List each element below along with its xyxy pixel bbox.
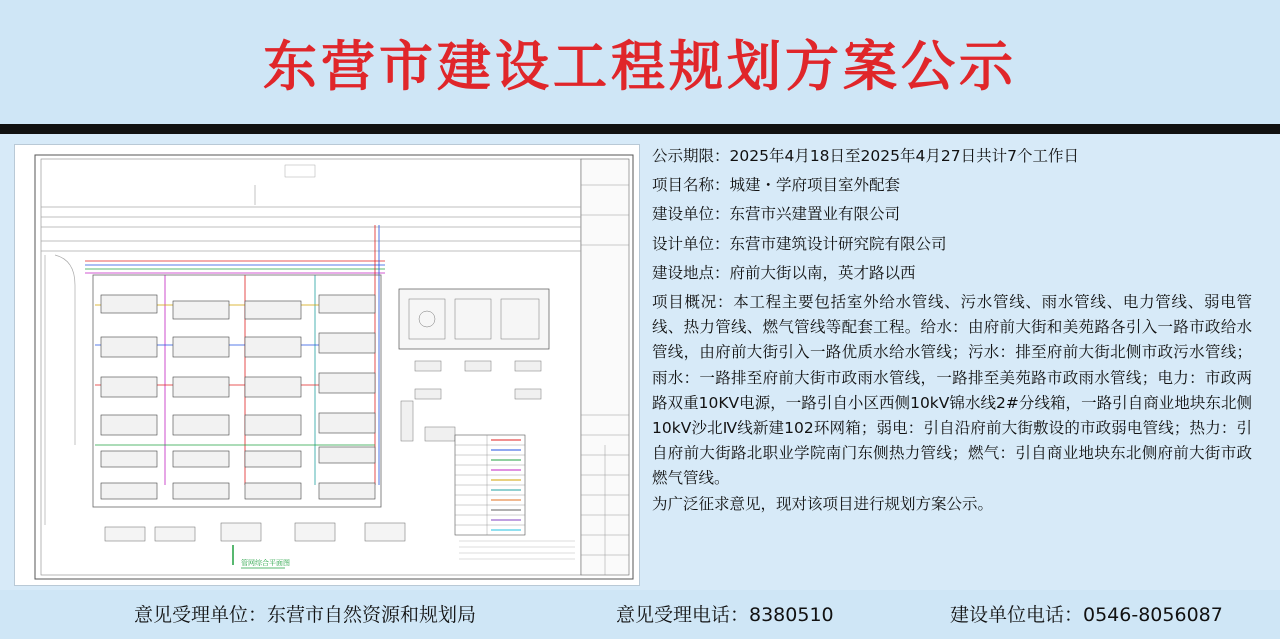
location-label: 建设地点： (652, 263, 730, 282)
drawing-caption: 管网综合平面图 (241, 559, 290, 567)
footer (0, 590, 1280, 639)
builder-label: 建设单位： (652, 205, 730, 224)
info-period (652, 144, 1252, 169)
info-designer (652, 232, 1252, 257)
header-divider (0, 124, 1280, 134)
info-project-name (652, 173, 1252, 198)
info-overview (652, 290, 1252, 492)
header-banner (0, 0, 1280, 124)
footer-dept: 意见受理单位：东营市自然资源和规划局 (134, 604, 477, 626)
site-plan-svg (15, 145, 639, 585)
info-location (652, 261, 1252, 286)
builder-value: 东营市兴建置业有限公司 (729, 205, 901, 224)
info-builder (652, 202, 1252, 227)
footer-phone: 意见受理电话：8380510 (616, 604, 834, 626)
overview-label: 项目概况： (652, 293, 734, 312)
location-value: 府前大街以南，英才路以西 (729, 263, 916, 282)
project-info (652, 144, 1252, 517)
site-plan-drawing (14, 144, 640, 586)
period-value: 2025年4月18日至2025年4月27日共计7个工作日 (729, 147, 1079, 165)
project-value: 城建・学府项目室外配套 (729, 176, 901, 195)
content-area (0, 134, 1280, 590)
footer-builder-phone: 建设单位电话：0546-8056087 (950, 604, 1223, 626)
designer-value: 东营市建筑设计研究院有限公司 (729, 234, 947, 253)
info-closing: 为广泛征求意见，现对该项目进行规划方案公示。 (652, 494, 994, 513)
period-label: 公示期限： (652, 147, 730, 165)
project-label: 项目名称： (652, 176, 730, 195)
overview-value: 本工程主要包括室外给水管线、污水管线、雨水管线、电力管线、弱电管线、热力管线、燃气管线等配套工程。给水：由府前大街和美苑路各引入一路市政给水管线，由府前大街引入一路优质水给水管线；污水：排至府前大街北侧市政污水管线；雨水：一路排至府前大街市政雨水管线，一路排至美苑路市政雨水管线；电力：市政两路双重10KV电源，一路引自小区西侧10kV锦水线2#分线箱，一路引自商业地块东北侧10kV沙北Ⅳ线新建102环网箱；弱电：引自沿府前大街敷设的市政弱电管线；热力：引自府前大街路北职业学院南门东侧热力管线；燃气：引自商业地块东北侧府前大街市政燃气管线。 (652, 293, 1252, 488)
designer-label: 设计单位： (652, 234, 730, 253)
page-title: 东营市建设工程规划方案公示 (263, 34, 1017, 98)
